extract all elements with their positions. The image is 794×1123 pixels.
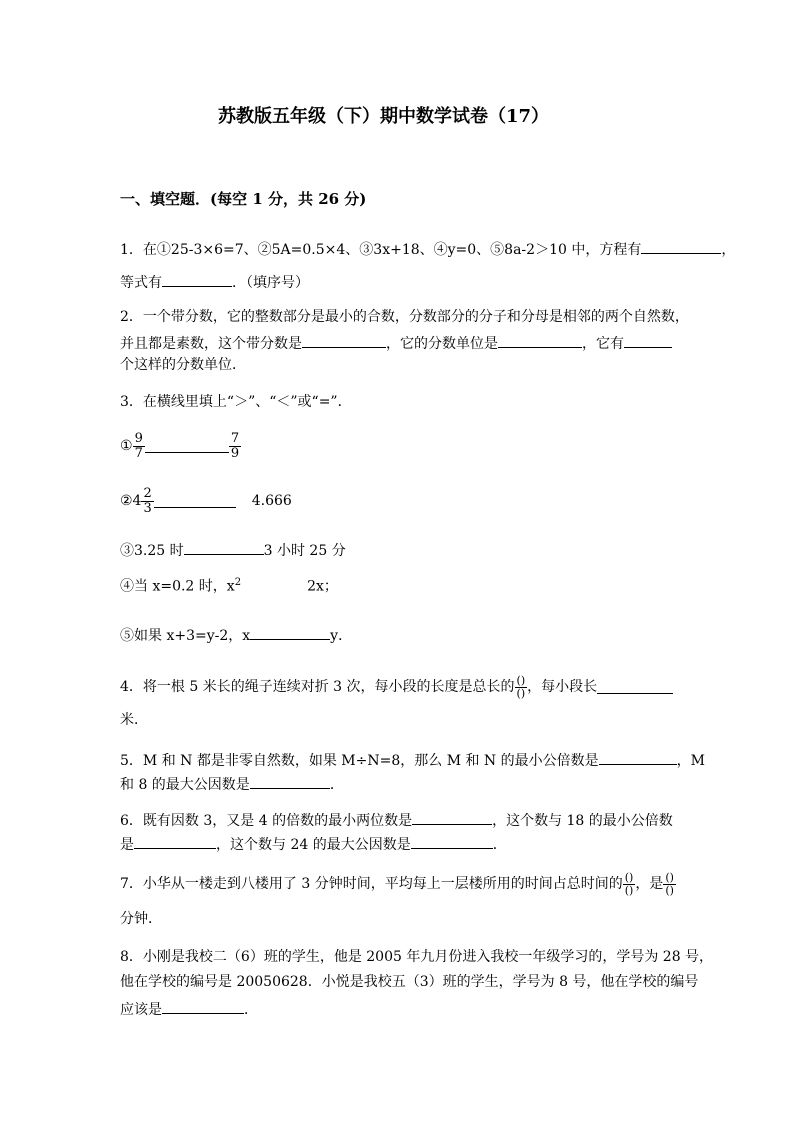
q2-blank-mixed-number[interactable] xyxy=(302,334,386,348)
q6-blank-lcm[interactable] xyxy=(134,835,216,849)
q1-text-3: ．（填序号） xyxy=(232,275,309,291)
q3-item-5 xyxy=(120,626,352,643)
q6-text-e: ． xyxy=(492,837,507,853)
q3-item-1 xyxy=(120,432,241,460)
question-8-line-2: 他在学校的编号是 20050628．小悦是我校五（3）班的学生，学号为 8 号，他在学校的编号 xyxy=(120,974,699,990)
fraction-2-3 xyxy=(141,487,153,515)
question-8-line-3 xyxy=(120,1000,258,1017)
fraction-numerator-blank: () xyxy=(665,871,674,884)
fraction-denominator-blank: () xyxy=(624,883,634,897)
q3-item-3-blank[interactable] xyxy=(184,541,264,555)
question-1-line-2 xyxy=(120,273,309,290)
q1-blank-equations[interactable] xyxy=(641,240,721,254)
question-7-line-2: 分钟． xyxy=(120,911,162,927)
fraction-denominator: 9 xyxy=(230,445,240,461)
q3-item-1-mark: ① xyxy=(120,438,133,455)
q8-text-b: ． xyxy=(244,1002,258,1018)
q7-text-b: ，是 xyxy=(635,876,664,893)
question-5-line-2 xyxy=(120,775,344,792)
q2-text-c: ，它有 xyxy=(582,336,624,352)
question-2-line-1: 2．一个带分数，它的整数部分是最小的合数，分数部分的分子和分母是相邻的两个自然数， xyxy=(120,309,689,325)
fraction-denominator-blank: () xyxy=(516,686,526,700)
q4-blank-length[interactable] xyxy=(597,680,673,694)
q2-text-b: ，它的分数单位是 xyxy=(386,336,498,352)
question-4-line-1 xyxy=(120,675,673,699)
q3-item-2-mark: ②4 xyxy=(120,493,142,510)
q3-item-4-left: ④当 x=0.2 时，x xyxy=(120,578,235,595)
question-6-line-1 xyxy=(120,811,673,828)
question-7-line-1 xyxy=(120,872,676,896)
question-2-line-2 xyxy=(120,334,672,351)
question-6-line-2 xyxy=(120,835,507,852)
q3-item-1-blank[interactable] xyxy=(145,439,229,453)
q3-item-5-blank[interactable] xyxy=(250,626,330,640)
q1-comma: ， xyxy=(721,242,736,258)
q8-text-a: 应该是 xyxy=(120,1002,162,1018)
q6-text-a: 6．既有因数 3，又是 4 的倍数的最小两位数是 xyxy=(120,813,413,829)
q6-text-c: 是 xyxy=(120,837,134,853)
q6-blank-smallest[interactable] xyxy=(412,811,492,825)
question-2-line-3: 个这样的分数单位． xyxy=(120,357,246,373)
q7-fraction-blank-2[interactable] xyxy=(663,872,676,896)
q3-item-4-exponent: 2 xyxy=(234,577,242,588)
q8-blank-student-id[interactable] xyxy=(162,1000,244,1014)
fraction-numerator: 9 xyxy=(134,431,143,446)
q3-item-3-left: ③3.25 时 xyxy=(120,543,184,559)
q6-text-d: ，这个数与 24 的最大公因数是 xyxy=(216,837,411,853)
fraction-denominator: 7 xyxy=(134,445,143,461)
section-heading-fill-blank: 一、填空题．(每空 1 分，共 26 分) xyxy=(120,190,367,208)
fraction-denominator: 3 xyxy=(143,500,152,516)
q5-blank-lcm[interactable] xyxy=(599,751,677,765)
q3-item-5-right: y． xyxy=(330,628,353,644)
page-title: 苏教版五年级（下）期中数学试卷（17） xyxy=(218,106,550,127)
q2-blank-unit[interactable] xyxy=(498,334,582,348)
fraction-numerator-blank: () xyxy=(516,674,526,687)
q4-fraction-blank[interactable] xyxy=(515,675,528,699)
question-8-line-1: 8．小刚是我校二（6）班的学生，他是 2005 年九月份进入我校一年级学习的，学号为 28 号， xyxy=(120,949,714,965)
q6-text-b: ，这个数与 18 的最小公倍数 xyxy=(492,813,673,829)
q6-blank-gcd[interactable] xyxy=(411,835,493,849)
fraction-numerator-blank: () xyxy=(624,871,634,884)
q3-item-4 xyxy=(120,578,338,594)
fraction-numerator: 2 xyxy=(143,486,152,501)
question-4-line-2: 米． xyxy=(120,712,148,728)
question-3-line-1: 3．在横线里填上“＞”、“＜”或“=”． xyxy=(120,394,352,410)
q1-blank-equalities[interactable] xyxy=(162,273,232,287)
q1-text: 1．在①25-3×6=7、②5A=0.5×4、③3x+18、④y=0、⑤8a-2＞10 中，方程有 xyxy=(120,242,642,258)
q2-blank-count[interactable] xyxy=(624,334,672,348)
question-5-line-1 xyxy=(120,751,705,768)
q3-item-2 xyxy=(120,487,292,515)
q5-blank-gcd[interactable] xyxy=(250,775,330,789)
q1-text-2: 等式有 xyxy=(120,275,162,291)
q5-text-b: ，M xyxy=(676,753,705,769)
q5-text-a: 5．M 和 N 都是非零自然数，如果 M÷N=8，那么 M 和 N 的最小公倍数是 xyxy=(120,753,599,769)
q7-fraction-blank-1[interactable] xyxy=(623,872,636,896)
q5-text-c: 和 8 的最大公因数是 xyxy=(120,777,250,793)
fraction-9-7 xyxy=(133,432,145,460)
q3-item-3 xyxy=(120,541,346,558)
q5-text-d: ． xyxy=(329,777,344,793)
q7-text-a: 7．小华从一楼走到八楼用了 3 分钟时间，平均每上一层楼所用的时间占总时间的 xyxy=(120,876,623,893)
fraction-numerator: 7 xyxy=(230,431,240,446)
question-1-line-1 xyxy=(120,240,735,257)
fraction-denominator-blank: () xyxy=(665,883,674,897)
q3-item-4-right: 2x； xyxy=(307,578,338,595)
fraction-7-9 xyxy=(229,432,241,460)
q4-text-a: 4．将一根 5 米长的绳子连续对折 3 次，每小段的长度是总长的 xyxy=(120,679,515,696)
q3-item-5-left: ⑤如果 x+3=y-2，x xyxy=(120,628,251,644)
q2-text-a: 并且都是素数，这个带分数是 xyxy=(120,336,302,352)
q4-text-b: ，每小段长 xyxy=(527,679,598,696)
q3-item-2-right: 4.666 xyxy=(251,493,292,510)
q3-item-3-right: 3 小时 25 分 xyxy=(263,543,346,559)
q3-item-2-blank[interactable] xyxy=(154,494,236,508)
